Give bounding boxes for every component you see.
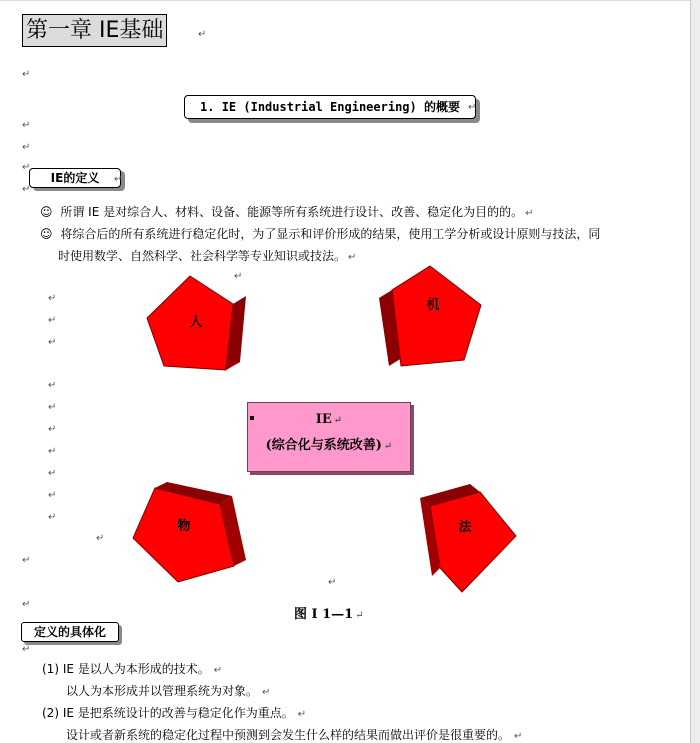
vertical-scrollbar[interactable] — [690, 0, 700, 743]
specifics-item-1: (1) IE 是以人为本形成的技术。 ↵ — [42, 661, 222, 677]
definition-bullet-2-cont: 时使用数学、自然科学、社会科学等专业知识或技法。 ↵ — [58, 248, 356, 264]
paragraph-mark-icon — [22, 645, 30, 655]
arrow-label-fa: 法 — [458, 520, 472, 535]
paragraph-mark-icon — [22, 600, 30, 610]
paragraph-mark-icon — [355, 610, 363, 621]
arrow-down-left-icon — [392, 266, 481, 366]
specifics-item-2: (2) IE 是把系统设计的改善与稳定化作为重点。 ↵ — [42, 705, 306, 721]
center-subtitle: (综合化与系统改善) — [265, 438, 382, 453]
specifics-item-2-detail: 设计或者新系统的稳定化过程中预测到会发生什么样的结果而做出评价是很重要的。 ↵ — [66, 727, 522, 743]
arrow-ji — [379, 266, 481, 366]
paragraph-mark-icon — [514, 731, 522, 742]
arrow-fa — [420, 484, 516, 592]
paragraph-mark-icon — [262, 687, 270, 698]
specifics-heading: 定义的具体化 — [33, 625, 106, 639]
figure-caption: 图 I 1—1 ↵ — [294, 603, 364, 622]
specifics-item-1-detail: 以人为本形成并以管理系统为对象。 ↵ — [66, 683, 270, 699]
ie-center-box — [247, 402, 411, 472]
section-title: 1. IE (Industrial Engineering) 的概要 — [200, 100, 460, 114]
paragraph-mark-icon — [298, 709, 306, 720]
anchor-marker-icon — [250, 416, 254, 420]
center-title: IE — [315, 412, 332, 427]
chapter-title: 第一章 IE基础 — [26, 18, 164, 43]
arrow-up-left-icon — [430, 492, 516, 592]
paragraph-mark-icon — [334, 415, 342, 426]
specifics-heading-box — [21, 622, 119, 642]
arrow-label-ren: 人 — [189, 315, 203, 330]
definition-bullet-1: ☺ 所谓 IE 是对综合人、材料、设备、能源等所有系统进行设计、改善、稳定化为目的的。 ↵ — [40, 204, 534, 220]
paragraph-mark-icon — [214, 665, 222, 676]
definition-bullet-2: ☺ 将综合后的所有系统进行稳定化时，为了显示和评价形成的结果，使用工学分析或设计原则与技法，同 — [40, 226, 600, 242]
arrow-label-wu: 物 — [177, 519, 191, 534]
paragraph-mark-icon — [384, 441, 392, 452]
definition-heading: IE的定义 — [50, 171, 100, 185]
arrow-label-ji: 机 — [426, 298, 440, 313]
